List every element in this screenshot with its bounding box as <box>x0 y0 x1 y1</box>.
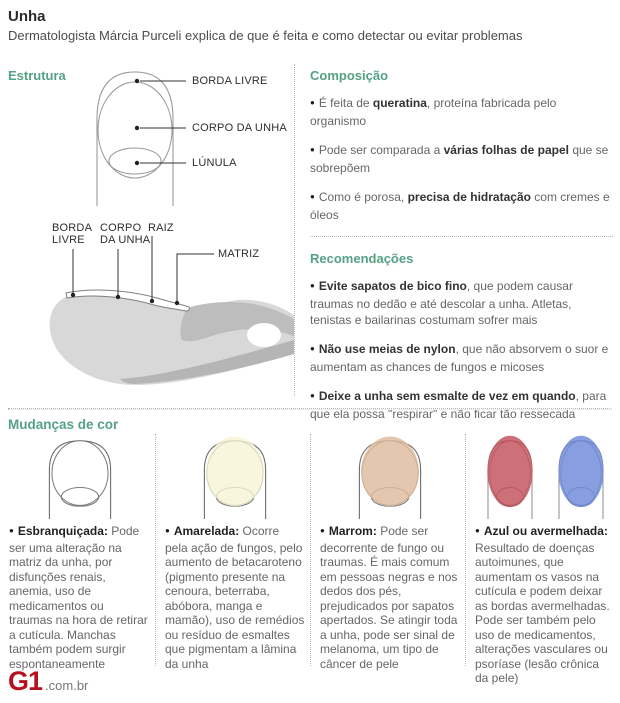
label-corpo-da-unha-side: CORPO DA UNHA <box>100 222 151 246</box>
label-matriz: MATRIZ <box>218 248 260 260</box>
composicao-bullet: ● Como é porosa, precisa de hidratação com cremes e óleos <box>310 190 610 222</box>
bullet-dot-icon: ● <box>310 145 315 154</box>
page-title: Unha <box>8 8 46 25</box>
label-lunula: LÚNULA <box>192 157 237 169</box>
nail-drawing-yellow <box>165 434 305 522</box>
bullet-dot-icon: ● <box>310 344 315 353</box>
bullet-dot-icon: ● <box>475 526 480 535</box>
recomendacoes-bullet: ● Não use meias de nylon, que não absorvem o suor e aumentam as chances de fungos e micoses <box>310 342 609 374</box>
white-nail-icon <box>34 434 126 519</box>
bullet-dot-icon: ● <box>165 526 170 535</box>
bullet-dot-icon: ● <box>320 526 325 535</box>
yellow-nail-icon <box>189 434 281 519</box>
mudancas-heading: Mudanças de cor <box>8 417 119 432</box>
label-borda-livre-side: BORDA LIVRE <box>52 222 92 246</box>
bullet-dot-icon: ● <box>9 526 14 535</box>
finger-side-view <box>50 290 294 385</box>
nail-drawing-white <box>9 434 150 522</box>
column-text: ● Azul ou avermelhada: Resultado de doenças autoimunes, que aumentam os vasos na cutícula e podem deixar as bordas avermelhadas. Pode ser também pelo uso de medicamentos, alterações vasculares ou psoríase (lesão crônica da pele) <box>475 524 610 685</box>
bullet-dot-icon: ● <box>310 281 315 290</box>
nail-drawing-red-blue <box>475 434 615 522</box>
blue-nail-icon <box>548 434 614 519</box>
column-marrom <box>310 434 465 671</box>
column-esbranquicada <box>0 434 155 671</box>
g1-domain-suffix: .com.br <box>45 678 89 693</box>
recomendacoes-bullet: ● Evite sapatos de bico fino, que podem causar traumas no dedão e até descolar a unha. Atletas, tenistas e bailarinas costumam sofrer mais <box>310 279 573 327</box>
column-text: ● Marrom: Pode ser decorrente de fungo ou traumas. É mais comum em pessoas negras e nos dedos dos pés, prejudicados por sapatos apertados. Se atingir toda a unha, pode ser sinal de melanoma, um tipo de câncer de pele <box>320 524 458 671</box>
section-divider <box>310 236 613 237</box>
column-azul-avermelhada <box>465 434 620 685</box>
section-divider <box>8 408 612 410</box>
red-nail-icon <box>477 434 543 519</box>
g1-logo: G1 <box>8 666 43 696</box>
nail-drawing-brown <box>320 434 460 522</box>
header <box>8 8 612 43</box>
bullet-dot-icon: ● <box>310 391 315 400</box>
composicao-heading: Composição <box>310 68 389 83</box>
column-text: ● Esbranquiçada: Pode ser uma alteração na matriz da unha, por disfunções renais, anemia, uso de medicamentos ou traumas na hora de retirar a cutícula. Manchas também podem surgir espontaneamente <box>9 524 148 671</box>
column-amarelada <box>155 434 310 671</box>
label-corpo-da-unha-top: CORPO DA UNHA <box>192 122 287 134</box>
estrutura-heading: Estrutura <box>8 68 66 83</box>
estrutura-section <box>0 64 295 396</box>
bullet-dot-icon: ● <box>310 192 315 201</box>
composicao-bullet: ● Pode ser comparada a várias folhas de papel que se sobrepõem <box>310 143 609 175</box>
column-text: ● Amarelada: Ocorre pela ação de fungos, pelo aumento de betacaroteno (pigmento presente na cenoura, beterraba, abóbora, manga e mamão), uso de remédios ou resíduo de esmaltes que pigmentam a lâmina da unha <box>165 524 305 671</box>
label-borda-livre-top: BORDA LIVRE <box>192 75 268 87</box>
finger-top-view <box>97 72 173 206</box>
recomendacoes-bullet: ● Deixe a unha sem esmalte de vez em quando, para que ela possa "respirar" e não ficar tão ressecada <box>310 389 607 421</box>
label-raiz: RAIZ <box>148 222 174 234</box>
recomendacoes-heading: Recomendações <box>310 251 414 266</box>
page-subtitle: Dermatologista Márcia Purceli explica de que é feita e como detectar ou evitar problemas <box>8 28 523 43</box>
brown-nail-icon <box>344 434 436 519</box>
composicao-bullet: ● É feita de queratina, proteína fabricada pelo organismo <box>310 96 557 128</box>
footer <box>8 668 88 694</box>
bullet-dot-icon: ● <box>310 98 315 107</box>
right-column <box>310 64 613 435</box>
